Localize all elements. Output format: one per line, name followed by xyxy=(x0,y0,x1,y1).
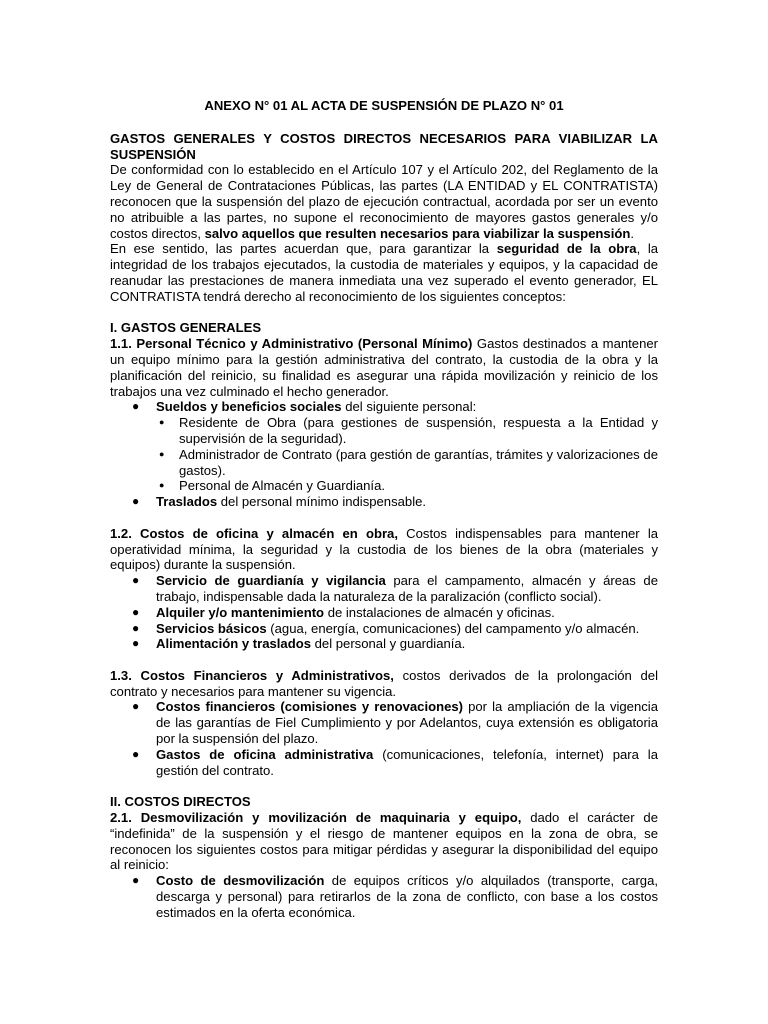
list-item xyxy=(110,699,658,746)
list-item xyxy=(110,873,658,920)
list-item xyxy=(110,399,658,494)
list-item xyxy=(110,573,658,605)
document-body xyxy=(110,98,658,921)
bullet-icon: ● xyxy=(132,573,140,588)
list-item xyxy=(110,747,658,779)
document-subtitle: GASTOS GENERALES Y COSTOS DIRECTOS NECESARIOS PARA VIABILIZAR LA SUSPENSIÓN xyxy=(110,130,658,162)
list-item-text: del personal mínimo indispensable. xyxy=(217,494,427,510)
list-item xyxy=(110,494,658,510)
intro-paragraph-1 xyxy=(110,162,658,241)
section-2-heading: II. COSTOS DIRECTOS xyxy=(110,794,251,810)
section-2-1-lead: 2.1. Desmovilización y movilización de maquinaria y equipo, xyxy=(110,810,522,826)
list-item-text: para el campamento, almacén y áreas de trabajo, indispensable dada la naturaleza de la paralización (conflicto social). xyxy=(156,573,658,604)
section-1-3-text: costos derivados de la prolongación del contrato y necesarios para mantener su vigencia. xyxy=(110,667,658,699)
list-item-bold: Servicio de guardianía y vigilancia xyxy=(156,573,386,589)
list-item xyxy=(110,636,658,652)
section-2-1-text: dado el carácter de “indefinida” de la suspensión y el riesgo de mantener equipos en la zona de obra, se reconocen los siguientes costos para mitigar pérdidas y asegurar la disponibilidad del equipo al reinicio: xyxy=(110,810,658,873)
list-item-bold: Alimentación y traslados xyxy=(156,636,311,652)
list-item-text: (agua, energía, comunicaciones) del campamento y/o almacén. xyxy=(266,620,640,636)
bullet-icon: ● xyxy=(132,399,140,414)
list-item-bold: Gastos de oficina administrativa xyxy=(156,746,374,762)
section-1-1-list xyxy=(110,399,658,510)
section-1-1-lead: 1.1. Personal Técnico y Administrativo (Personal Mínimo) xyxy=(110,336,473,352)
list-item-bold: Traslados xyxy=(156,494,218,510)
list-item-bold: Alquiler y/o mantenimiento xyxy=(156,604,325,620)
intro-p1-text: De conformidad con lo establecido en el Artículo 107 y el Artículo 202, del Reglamento de la Ley de General de Contrataciones Públicas, las partes (LA ENTIDAD y EL CONTRATISTA) reconocen que la suspensión del plazo de ejecución contractual, acordada por ser un evento no atribuible a las partes, no supone el reconocimiento de mayores gastos generales y/o costos directos, xyxy=(110,162,658,241)
list-item-text: de instalaciones de almacén y oficinas. xyxy=(324,604,555,620)
list-item-bold: Servicios básicos xyxy=(156,620,267,636)
bullet-icon: ● xyxy=(159,480,165,491)
list-item-bold: Sueldos y beneficios sociales xyxy=(156,399,342,415)
list-item-text: por la ampliación de la vigencia de las garantías de Fiel Cumplimiento y por Adelantos, cuya extensión es obligatoria por la suspensión del plazo. xyxy=(156,699,658,747)
section-1-2-lead: 1.2. Costos de oficina y almacén en obra, xyxy=(110,525,398,541)
section-1-heading: I. GASTOS GENERALES xyxy=(110,320,262,336)
list-item-bold: Costo de desmovilización xyxy=(156,873,325,889)
sublist-item xyxy=(156,447,658,479)
section-1-3-lead: 1.3. Costos Financieros y Administrativos, xyxy=(110,667,394,683)
document-title: ANEXO N° 01 AL ACTA DE SUSPENSIÓN DE PLAZO N° 01 xyxy=(204,98,564,113)
list-item-text: del personal y guardianía. xyxy=(311,636,466,652)
sublist-item-text: Administrador de Contrato (para gestión de garantías, trámites y valorizaciones de gastos). xyxy=(179,446,658,478)
list-item-text: (comunicaciones, telefonía, internet) para la gestión del contrato. xyxy=(156,746,658,778)
intro-p1-end: . xyxy=(630,225,634,241)
section-1-2-list xyxy=(110,573,658,652)
bullet-icon: ● xyxy=(159,448,165,459)
section-1-3-paragraph xyxy=(110,668,658,700)
list-item xyxy=(110,605,658,621)
intro-p2-text: En ese sentido, las partes acuerdan que, para garantizar la xyxy=(110,241,497,257)
bullet-icon: ● xyxy=(132,620,140,635)
list-item-text: del siguiente personal: xyxy=(341,399,477,415)
bullet-icon: ● xyxy=(159,417,165,428)
section-1-1-text: Gastos destinados a mantener un equipo mínimo para la gestión administrativa del contrato, la custodia de la obra y la planificación del reinicio, su finalidad es asegurar una rápida movilización y reinicio de los trabajos una vez culminado el hecho generador. xyxy=(110,336,658,399)
bullet-icon: ● xyxy=(132,699,140,714)
bullet-icon: ● xyxy=(132,604,140,619)
personnel-sublist xyxy=(156,415,658,494)
section-1-2-text: Costos indispensables para mantener la operatividad mínima, la seguridad y la custodia de los bienes de la obra (materiales y equipos) durante la suspensión. xyxy=(110,525,659,573)
intro-paragraph-2 xyxy=(110,241,658,304)
sublist-item xyxy=(156,415,658,447)
list-item xyxy=(110,621,658,637)
intro-p2-bold: seguridad de la obra xyxy=(496,241,637,257)
intro-p1-bold: salvo aquellos que resulten necesarios para viabilizar la suspensión xyxy=(204,225,631,241)
sublist-item-text: Residente de Obra (para gestiones de suspensión, respuesta a la Entidad y supervisión de la seguridad). xyxy=(179,415,658,446)
section-1-2-paragraph xyxy=(110,526,658,573)
sublist-item-text: Personal de Almacén y Guardianía. xyxy=(179,478,385,494)
bullet-icon: ● xyxy=(132,636,140,651)
section-2-1-paragraph xyxy=(110,810,658,873)
bullet-icon: ● xyxy=(132,873,140,888)
bullet-icon: ● xyxy=(132,746,140,761)
list-item-bold: Costos financieros (comisiones y renovaciones) xyxy=(156,699,464,715)
sublist-item xyxy=(156,478,658,494)
intro-p2-end: , la integridad de los trabajos ejecutados, la custodia de materiales y equipos, y la capacidad de reanudar las prestaciones de manera inmediata una vez superado el evento generador, EL CONTRATISTA tendrá derecho al reconocimiento de los siguientes conceptos: xyxy=(110,241,659,304)
list-item-text: de equipos críticos y/o alquilados (transporte, carga, descarga y personal) para retirarlos de la zona de conflicto, con base a los costos estimados en la oferta económica. xyxy=(156,873,659,920)
section-1-1-paragraph xyxy=(110,336,658,399)
bullet-icon: ● xyxy=(132,494,140,509)
section-1-3-list xyxy=(110,699,658,778)
section-2-1-list xyxy=(110,873,658,920)
